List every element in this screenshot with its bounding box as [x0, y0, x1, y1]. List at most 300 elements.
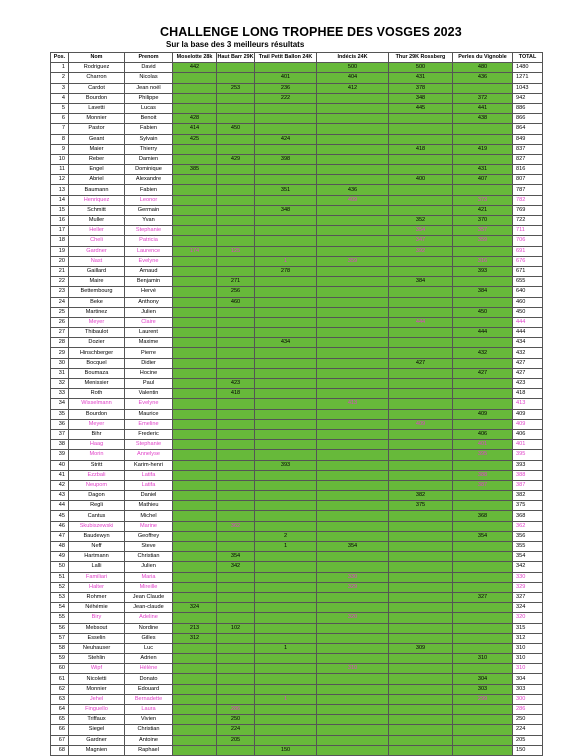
cell-petit-ballon: [255, 165, 317, 175]
cell-haut-barr: [217, 419, 255, 429]
cell-petit-ballon: [255, 297, 317, 307]
cell-indecis: 409: [317, 195, 389, 205]
cell-pos: 45: [51, 511, 69, 521]
cell-thur-rossberg: [389, 338, 453, 348]
cell-nom: Cantus: [69, 511, 125, 521]
cell-haut-barr: [217, 205, 255, 215]
cell-prenom: Adrien: [125, 654, 173, 664]
cell-pos: 4: [51, 93, 69, 103]
cell-nom: Nicoletti: [69, 674, 125, 684]
cell-moselotte: [173, 450, 217, 460]
cell-perles-vignoble: 480: [453, 63, 513, 73]
cell-total: 310: [513, 654, 543, 664]
table-row: [51, 246, 543, 256]
cell-indecis: [317, 236, 389, 246]
table-row: [51, 389, 543, 399]
cell-pos: 51: [51, 572, 69, 582]
cell-moselotte: [173, 154, 217, 164]
cell-thur-rossberg: [389, 195, 453, 205]
cell-total: 1271: [513, 73, 543, 83]
cell-indecis: [317, 338, 389, 348]
cell-prenom: Vivien: [125, 715, 173, 725]
table-row: [51, 521, 543, 531]
table-row: [51, 674, 543, 684]
cell-indecis: [317, 674, 389, 684]
cell-total: 300: [513, 694, 543, 704]
cell-moselotte: [173, 521, 217, 531]
cell-total: 310: [513, 643, 543, 653]
cell-prenom: Valentin: [125, 389, 173, 399]
cell-petit-ballon: [255, 592, 317, 602]
cell-indecis: 330: [317, 572, 389, 582]
cell-total: 418: [513, 389, 543, 399]
cell-thur-rossberg: [389, 745, 453, 755]
cell-prenom: Hervé: [125, 287, 173, 297]
cell-nom: Rohmer: [69, 592, 125, 602]
cell-prenom: Michel: [125, 511, 173, 521]
table-row: [51, 134, 543, 144]
cell-perles-vignoble: [453, 491, 513, 501]
table-row: [51, 287, 543, 297]
cell-thur-rossberg: 347: [389, 236, 453, 246]
cell-thur-rossberg: [389, 134, 453, 144]
cell-indecis: 413: [317, 399, 389, 409]
cell-indecis: [317, 124, 389, 134]
cell-moselotte: [173, 501, 217, 511]
cell-haut-barr: [217, 440, 255, 450]
table-row: [51, 450, 543, 460]
cell-indecis: [317, 562, 389, 572]
cell-moselotte: [173, 93, 217, 103]
header-moselotte: Moselotte 28k: [173, 53, 217, 63]
cell-nom: Dagon: [69, 491, 125, 501]
header-total: TOTAL: [513, 53, 543, 63]
table-row: [51, 307, 543, 317]
cell-indecis: [317, 358, 389, 368]
cell-thur-rossberg: [389, 572, 453, 582]
cell-thur-rossberg: [389, 623, 453, 633]
cell-haut-barr: [217, 266, 255, 276]
cell-perles-vignoble: [453, 542, 513, 552]
cell-moselotte: [173, 643, 217, 653]
cell-petit-ballon: 393: [255, 460, 317, 470]
cell-total: 368: [513, 511, 543, 521]
cell-haut-barr: 418: [217, 389, 255, 399]
cell-total: 837: [513, 144, 543, 154]
cell-perles-vignoble: 370: [453, 216, 513, 226]
cell-indecis: [317, 317, 389, 327]
cell-petit-ballon: [255, 399, 317, 409]
cell-petit-ballon: [255, 572, 317, 582]
cell-prenom: Stephanie: [125, 226, 173, 236]
cell-moselotte: [173, 195, 217, 205]
cell-petit-ballon: 222: [255, 93, 317, 103]
header-haut-barr: Haut Barr 29K: [217, 53, 255, 63]
cell-moselotte: [173, 664, 217, 674]
cell-thur-rossberg: [389, 287, 453, 297]
cell-pos: 58: [51, 643, 69, 653]
cell-prenom: Frederic: [125, 429, 173, 439]
cell-pos: 46: [51, 521, 69, 531]
cell-total: 329: [513, 582, 543, 592]
cell-petit-ballon: [255, 358, 317, 368]
cell-indecis: [317, 216, 389, 226]
cell-thur-rossberg: [389, 603, 453, 613]
cell-prenom: Dominique: [125, 165, 173, 175]
cell-petit-ballon: [255, 491, 317, 501]
cell-total: 409: [513, 419, 543, 429]
cell-total: 671: [513, 266, 543, 276]
cell-petit-ballon: [255, 419, 317, 429]
cell-haut-barr: [217, 144, 255, 154]
cell-haut-barr: 102: [217, 623, 255, 633]
cell-indecis: [317, 409, 389, 419]
cell-total: 711: [513, 226, 543, 236]
cell-thur-rossberg: [389, 379, 453, 389]
cell-pos: 54: [51, 603, 69, 613]
cell-prenom: Philippe: [125, 93, 173, 103]
cell-pos: 8: [51, 134, 69, 144]
table-row: [51, 124, 543, 134]
cell-total: 395: [513, 450, 543, 460]
cell-indecis: [317, 470, 389, 480]
cell-moselotte: 324: [173, 603, 217, 613]
cell-total: 406: [513, 429, 543, 439]
cell-total: 205: [513, 735, 543, 745]
cell-perles-vignoble: 299: [453, 694, 513, 704]
cell-haut-barr: 342: [217, 562, 255, 572]
cell-moselotte: [173, 654, 217, 664]
cell-petit-ballon: [255, 63, 317, 73]
cell-petit-ballon: 236: [255, 83, 317, 93]
cell-moselotte: [173, 379, 217, 389]
table-row: [51, 715, 543, 725]
cell-indecis: [317, 460, 389, 470]
cell-prenom: Thierry: [125, 144, 173, 154]
cell-indecis: [317, 134, 389, 144]
cell-nom: Gardner: [69, 735, 125, 745]
cell-total: 866: [513, 114, 543, 124]
cell-indecis: 436: [317, 185, 389, 195]
cell-perles-vignoble: 407: [453, 175, 513, 185]
cell-thur-rossberg: 400: [389, 175, 453, 185]
cell-pos: 16: [51, 216, 69, 226]
cell-prenom: Jean Claude: [125, 592, 173, 602]
cell-thur-rossberg: [389, 429, 453, 439]
cell-moselotte: [173, 745, 217, 755]
cell-prenom: Hocine: [125, 368, 173, 378]
cell-prenom: Alexandre: [125, 175, 173, 185]
cell-nom: Finguello: [69, 705, 125, 715]
cell-perles-vignoble: 406: [453, 429, 513, 439]
cell-pos: 42: [51, 480, 69, 490]
cell-prenom: Jean-claude: [125, 603, 173, 613]
cell-nom: Biry: [69, 613, 125, 623]
cell-total: 150: [513, 745, 543, 755]
cell-pos: 22: [51, 277, 69, 287]
cell-total: 250: [513, 715, 543, 725]
cell-total: 722: [513, 216, 543, 226]
cell-petit-ballon: [255, 226, 317, 236]
cell-thur-rossberg: [389, 205, 453, 215]
table-row: [51, 226, 543, 236]
cell-prenom: Lucas: [125, 103, 173, 113]
cell-moselotte: 213: [173, 623, 217, 633]
cell-thur-rossberg: 375: [389, 501, 453, 511]
cell-nom: Wisselmann: [69, 399, 125, 409]
cell-total: 375: [513, 501, 543, 511]
table-row: [51, 328, 543, 338]
cell-perles-vignoble: [453, 572, 513, 582]
cell-prenom: Latifa: [125, 480, 173, 490]
cell-indecis: [317, 715, 389, 725]
cell-pos: 57: [51, 633, 69, 643]
cell-total: 362: [513, 521, 543, 531]
cell-thur-rossberg: [389, 531, 453, 541]
cell-perles-vignoble: 372: [453, 93, 513, 103]
cell-pos: 20: [51, 256, 69, 266]
cell-indecis: [317, 491, 389, 501]
cell-total: 401: [513, 440, 543, 450]
cell-thur-rossberg: 431: [389, 73, 453, 83]
cell-thur-rossberg: [389, 664, 453, 674]
cell-thur-rossberg: [389, 694, 453, 704]
cell-nom: Menissier: [69, 379, 125, 389]
cell-total: 444: [513, 317, 543, 327]
header-pos: Pos.: [51, 53, 69, 63]
cell-indecis: [317, 379, 389, 389]
cell-nom: Meyer: [69, 419, 125, 429]
cell-prenom: Didier: [125, 358, 173, 368]
cell-nom: Jehel: [69, 694, 125, 704]
cell-perles-vignoble: [453, 735, 513, 745]
cell-petit-ballon: [255, 450, 317, 460]
cell-nom: Reber: [69, 154, 125, 164]
cell-petit-ballon: [255, 735, 317, 745]
cell-pos: 13: [51, 185, 69, 195]
cell-total: 315: [513, 623, 543, 633]
cell-moselotte: [173, 348, 217, 358]
cell-indecis: [317, 429, 389, 439]
cell-prenom: Gilles: [125, 633, 173, 643]
table-row: [51, 745, 543, 755]
table-row: [51, 73, 543, 83]
cell-nom: Heller: [69, 226, 125, 236]
cell-nom: Henriquez: [69, 195, 125, 205]
cell-pos: 68: [51, 745, 69, 755]
cell-petit-ballon: 398: [255, 154, 317, 164]
cell-haut-barr: [217, 195, 255, 205]
cell-thur-rossberg: [389, 552, 453, 562]
cell-total: 382: [513, 491, 543, 501]
table-row: [51, 297, 543, 307]
cell-moselotte: [173, 480, 217, 490]
cell-pos: 14: [51, 195, 69, 205]
cell-petit-ballon: 150: [255, 745, 317, 755]
cell-pos: 32: [51, 379, 69, 389]
cell-pos: 59: [51, 654, 69, 664]
cell-haut-barr: [217, 603, 255, 613]
cell-petit-ballon: [255, 368, 317, 378]
cell-petit-ballon: [255, 501, 317, 511]
cell-petit-ballon: 1: [255, 643, 317, 653]
cell-petit-ballon: [255, 277, 317, 287]
cell-perles-vignoble: 359: [453, 236, 513, 246]
cell-indecis: [317, 684, 389, 694]
cell-prenom: Adeline: [125, 613, 173, 623]
cell-thur-rossberg: [389, 328, 453, 338]
cell-total: 1480: [513, 63, 543, 73]
cell-pos: 30: [51, 358, 69, 368]
cell-prenom: Yvan: [125, 216, 173, 226]
cell-haut-barr: [217, 501, 255, 511]
cell-haut-barr: 224: [217, 725, 255, 735]
cell-haut-barr: [217, 399, 255, 409]
cell-thur-rossberg: [389, 674, 453, 684]
cell-haut-barr: [217, 307, 255, 317]
table-row: [51, 256, 543, 266]
cell-indecis: 354: [317, 542, 389, 552]
cell-petit-ballon: 1: [255, 542, 317, 552]
cell-haut-barr: [217, 317, 255, 327]
cell-prenom: Fabien: [125, 124, 173, 134]
cell-indecis: [317, 114, 389, 124]
cell-pos: 49: [51, 552, 69, 562]
cell-indecis: [317, 389, 389, 399]
table-row: [51, 470, 543, 480]
cell-haut-barr: 450: [217, 124, 255, 134]
cell-petit-ballon: [255, 103, 317, 113]
cell-pos: 44: [51, 501, 69, 511]
cell-haut-barr: [217, 694, 255, 704]
cell-nom: Geant: [69, 134, 125, 144]
cell-total: 827: [513, 154, 543, 164]
cell-moselotte: 312: [173, 633, 217, 643]
cell-perles-vignoble: 387: [453, 480, 513, 490]
cell-nom: Triffaux: [69, 715, 125, 725]
cell-petit-ballon: 1: [255, 694, 317, 704]
cell-pos: 10: [51, 154, 69, 164]
cell-total: 706: [513, 236, 543, 246]
cell-prenom: Paul: [125, 379, 173, 389]
cell-thur-rossberg: [389, 480, 453, 490]
cell-pos: 56: [51, 623, 69, 633]
cell-pos: 40: [51, 460, 69, 470]
cell-nom: Wipf: [69, 664, 125, 674]
cell-indecis: [317, 328, 389, 338]
cell-perles-vignoble: 441: [453, 103, 513, 113]
cell-total: 1043: [513, 83, 543, 93]
cell-moselotte: [173, 429, 217, 439]
cell-indecis: [317, 552, 389, 562]
cell-total: 691: [513, 246, 543, 256]
cell-thur-rossberg: [389, 705, 453, 715]
table-row: [51, 216, 543, 226]
cell-perles-vignoble: 395: [453, 450, 513, 460]
cell-indecis: [317, 521, 389, 531]
table-row: [51, 419, 543, 429]
cell-indecis: 359: [317, 256, 389, 266]
cell-thur-rossberg: [389, 592, 453, 602]
cell-total: 864: [513, 124, 543, 134]
cell-haut-barr: 256: [217, 287, 255, 297]
cell-moselotte: [173, 511, 217, 521]
cell-pos: 38: [51, 440, 69, 450]
cell-prenom: Julien: [125, 562, 173, 572]
cell-thur-rossberg: [389, 521, 453, 531]
cell-thur-rossberg: [389, 715, 453, 725]
cell-thur-rossberg: 378: [389, 83, 453, 93]
header-perles-vignoble: Perles du Vignoble: [453, 53, 513, 63]
cell-perles-vignoble: [453, 389, 513, 399]
cell-haut-barr: 250: [217, 715, 255, 725]
table-row: [51, 501, 543, 511]
cell-total: 320: [513, 613, 543, 623]
cell-haut-barr: [217, 450, 255, 460]
cell-petit-ballon: [255, 317, 317, 327]
cell-moselotte: [173, 185, 217, 195]
cell-nom: Dozier: [69, 338, 125, 348]
cell-haut-barr: [217, 63, 255, 73]
cell-indecis: [317, 103, 389, 113]
cell-petit-ballon: [255, 623, 317, 633]
cell-haut-barr: [217, 175, 255, 185]
cell-pos: 23: [51, 287, 69, 297]
cell-haut-barr: [217, 613, 255, 623]
cell-moselotte: 442: [173, 63, 217, 73]
table-row: [51, 542, 543, 552]
table-row: [51, 338, 543, 348]
cell-thur-rossberg: 382: [389, 491, 453, 501]
cell-petit-ballon: [255, 236, 317, 246]
cell-haut-barr: [217, 73, 255, 83]
cell-petit-ballon: [255, 603, 317, 613]
cell-moselotte: [173, 338, 217, 348]
cell-prenom: Germain: [125, 205, 173, 215]
table-row: [51, 562, 543, 572]
table-row: [51, 725, 543, 735]
cell-nom: Siegel: [69, 725, 125, 735]
cell-haut-barr: [217, 409, 255, 419]
cell-nom: Morin: [69, 450, 125, 460]
cell-pos: 62: [51, 684, 69, 694]
cell-perles-vignoble: [453, 297, 513, 307]
cell-perles-vignoble: [453, 705, 513, 715]
page-title: CHALLENGE LONG TROPHEE DES VOSGES 2023: [160, 25, 462, 39]
cell-total: 423: [513, 379, 543, 389]
cell-perles-vignoble: 368: [453, 511, 513, 521]
cell-pos: 65: [51, 715, 69, 725]
cell-haut-barr: [217, 654, 255, 664]
cell-moselotte: [173, 399, 217, 409]
cell-pos: 12: [51, 175, 69, 185]
cell-prenom: Raphael: [125, 745, 173, 755]
table-row: [51, 491, 543, 501]
cell-petit-ballon: [255, 613, 317, 623]
cell-pos: 29: [51, 348, 69, 358]
cell-petit-ballon: [255, 654, 317, 664]
cell-indecis: [317, 694, 389, 704]
cell-prenom: Antoine: [125, 735, 173, 745]
cell-thur-rossberg: 444: [389, 317, 453, 327]
cell-haut-barr: 460: [217, 297, 255, 307]
cell-thur-rossberg: [389, 582, 453, 592]
cell-petit-ballon: [255, 429, 317, 439]
cell-prenom: Claire: [125, 317, 173, 327]
cell-pos: 43: [51, 491, 69, 501]
cell-pos: 35: [51, 409, 69, 419]
cell-perles-vignoble: [453, 134, 513, 144]
